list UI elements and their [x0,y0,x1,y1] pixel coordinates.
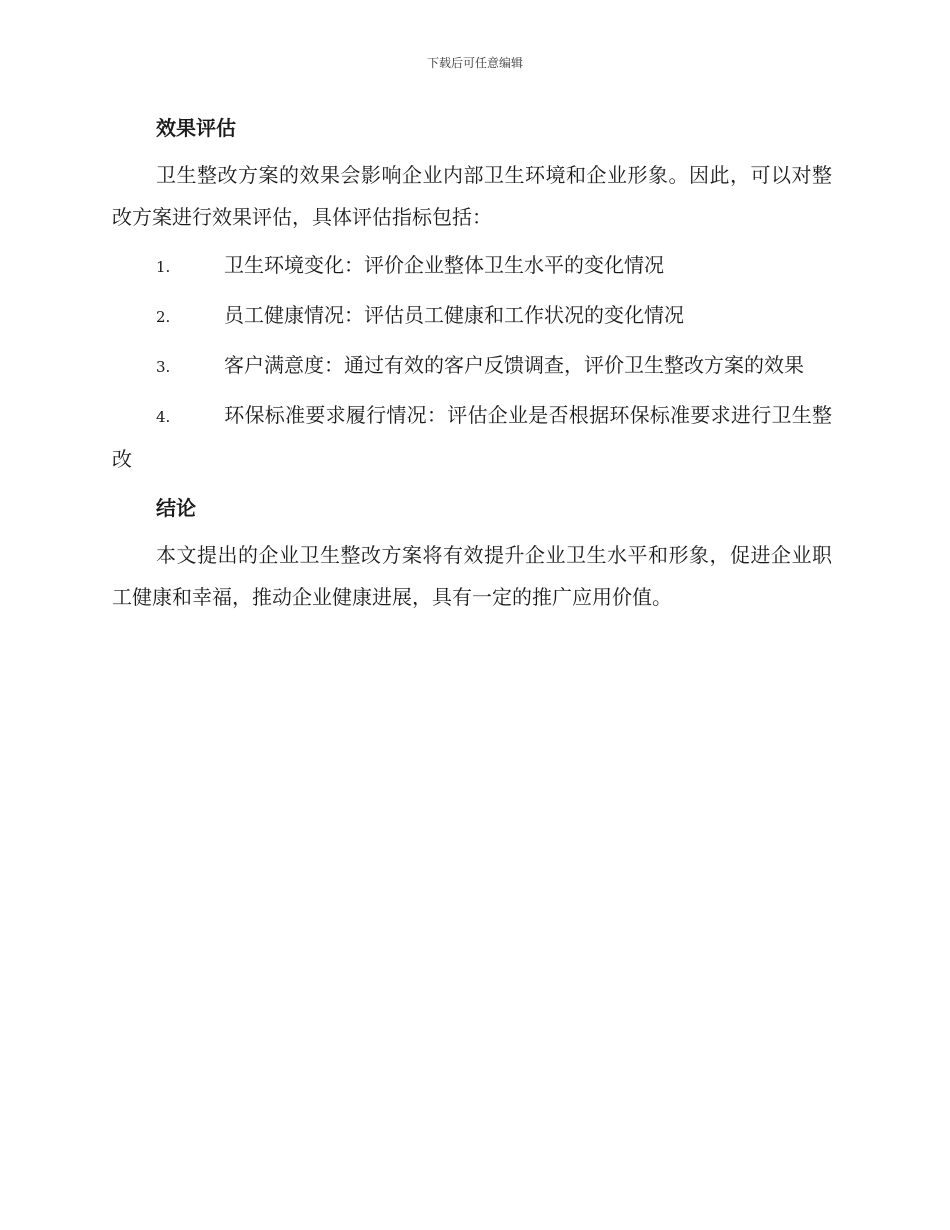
list-item-number: 1. [156,258,171,276]
list-item-text: 环保标准要求履行情况：评估企业是否根据环保标准要求进行卫生整改 [112,403,832,471]
list-item-number: 2. [156,308,171,326]
list-item [112,294,832,338]
list-item [112,244,832,288]
document-body [112,108,832,624]
list-item-text: 员工健康情况：评估员工健康和工作状况的变化情况 [224,303,684,327]
list-item-number: 4. [156,408,171,426]
list-item-number: 3. [156,358,171,376]
list-item [112,394,832,480]
list-item-text: 卫生环境变化：评价企业整体卫生水平的变化情况 [224,253,664,277]
section-paragraph-conclusion: 本文提出的企业卫生整改方案将有效提升企业卫生水平和形象，促进企业职工健康和幸福，推动企业健康进展，具有一定的推广应用价值。 [112,543,832,609]
section-heading-conclusion: 结论 [156,496,196,520]
list-item [112,344,832,388]
list-item-text: 客户满意度：通过有效的客户反馈调查，评价卫生整改方案的效果 [224,353,804,377]
page-header: 下载后可任意编辑 [426,56,523,70]
section-heading-evaluation: 效果评估 [156,116,236,140]
section-paragraph-evaluation: 卫生整改方案的效果会影响企业内部卫生环境和企业形象。因此，可以对整改方案进行效果评估，具体评估指标包括： [112,163,832,229]
